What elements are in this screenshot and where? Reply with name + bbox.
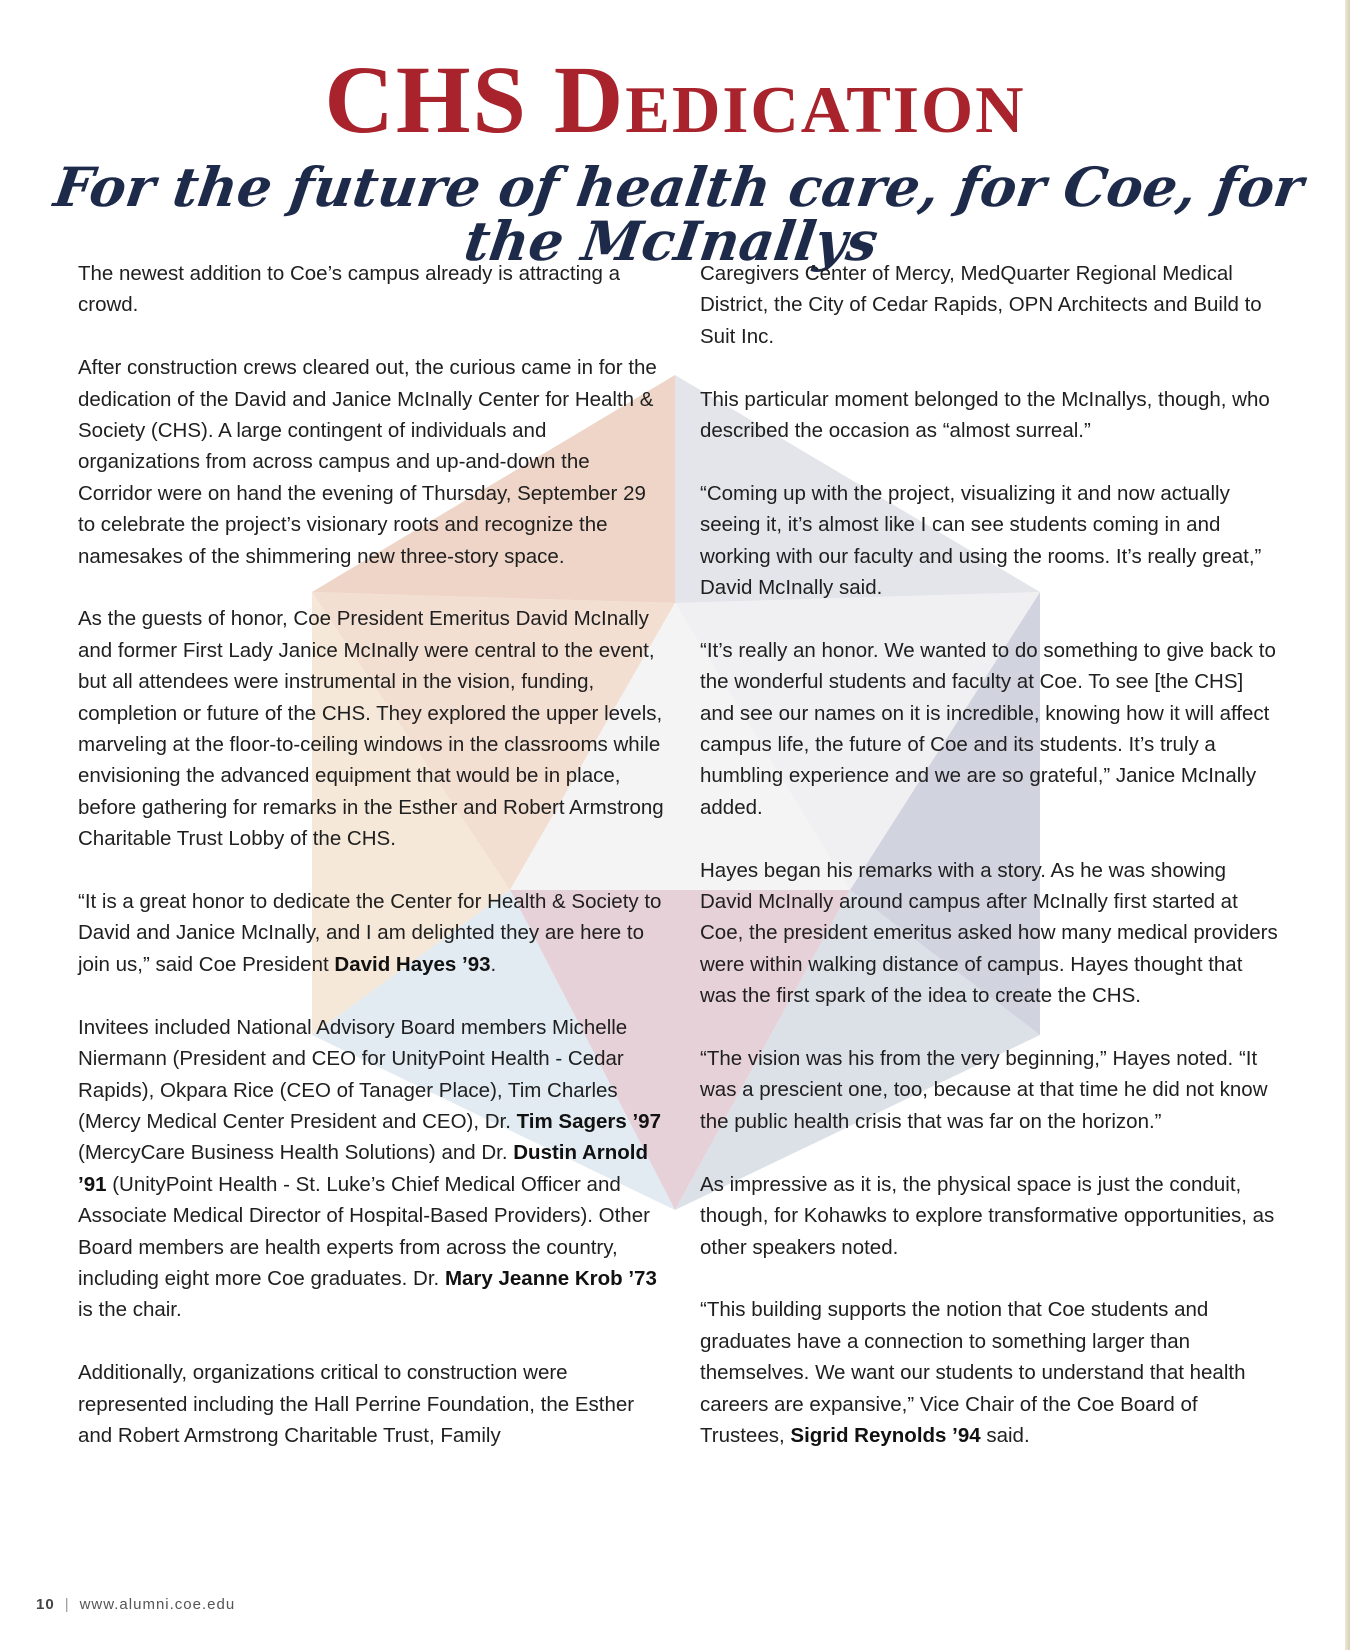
paragraph-text: “It is a great honor to dedicate the Center for Health & Society to David and Janice McInally, and I am delighted they are here to join us,” said Coe President xyxy=(78,890,662,976)
paragraph xyxy=(78,1012,668,1326)
paragraph: Hayes began his remarks with a story. As he was showing David McInally around campus after McInally first started at Coe, the president emeritus asked how many medical providers were within walking distance of campus. Hayes thought that was the first spark of the idea to create the CHS. xyxy=(700,858,1278,1008)
person-name: Dustin Arnold ’91 xyxy=(78,1141,649,1196)
footer-separator: | xyxy=(64,1596,70,1613)
paragraph xyxy=(78,886,668,980)
person-name: Tim Sagers ’97 xyxy=(516,1109,661,1133)
person-name: Mary Jeanne Krob ’73 xyxy=(444,1266,657,1290)
person-name: Sigrid Reynolds ’94 xyxy=(790,1423,981,1447)
page-subtitle: For the future of health care, for Coe, for the McInallys xyxy=(50,155,1308,273)
paragraph: “It’s really an honor. We wanted to do something to give back to the wonderful students and faculty at Coe. To see [the CHS] and see our names on it is incredible, knowing how it will affect campus life, the future of Coe and its students. It’s truly a humbling experience and we are so grateful,” Janice McInally added. xyxy=(700,638,1276,819)
paragraph: As the guests of honor, Coe President Emeritus David McInally and former First Lady Janice McInally were central to the event, but all attendees were instrumental in the vision, funding, completion or future of the CHS. They explored the upper levels, marveling at the floor-to-ceiling windows in the classrooms while envisioning the advanced equipment that would be in place, before gathering for remarks in the Esther and Robert Armstrong Charitable Trust Lobby of the CHS. xyxy=(78,607,664,851)
paragraph-text: (UnityPoint Health - St. Luke’s Chief Medical Officer and Associate Medical Director of Hospital-Based Providers). Other Board members are health experts from across the country, including eight more Coe graduates. Dr. xyxy=(78,1172,650,1290)
paragraph xyxy=(700,1294,1280,1451)
paragraph-text: . xyxy=(490,952,497,976)
page-number: 10 xyxy=(36,1596,55,1613)
paragraph: The newest addition to Coe’s campus already is attracting a crowd. xyxy=(78,262,621,317)
paragraph: After construction crews cleared out, the curious came in for the dedication of the David and Janice McInally Center for Health & Society (CHS). A large contingent of individuals and organizations from across campus and up-and-down the Corridor were on hand the evening of Thursday, September 29 to celebrate the project’s visionary roots and recognize the namesakes of the shimmering new three-story space. xyxy=(78,356,657,568)
footer-url[interactable]: www.alumni.coe.edu xyxy=(79,1596,236,1613)
paragraph-text: “This building supports the notion that Coe students and graduates have a connection to something larger than themselves. We want our students to understand that health careers are expansive,” Vice Chair of the Coe Board of Trustees, xyxy=(700,1298,1246,1447)
paragraph: “Coming up with the project, visualizing it and now actually seeing it, it’s almost like I can see students coming in and working with our faculty and using the rooms. It’s really great,” David McInally said. xyxy=(700,481,1262,600)
paragraph: As impressive as it is, the physical space is just the conduit, though, for Kohawks to explore transformative opportunities, as other speakers noted. xyxy=(700,1172,1275,1259)
paragraph-text: is the chair. xyxy=(78,1298,182,1322)
person-name: David Hayes ’93 xyxy=(334,952,491,976)
page-title: CHS Dedication xyxy=(324,46,1026,153)
paragraph-text: (MercyCare Business Health Solutions) and Dr. xyxy=(78,1141,514,1165)
paragraph-text: said. xyxy=(980,1423,1030,1447)
paragraph: This particular moment belonged to the McInallys, though, who described the occasion as “almost surreal.” xyxy=(700,387,1270,443)
paragraph: Additionally, organizations critical to construction were represented including the Hall Perrine Foundation, the Esther and Robert Armstrong Charitable Trust, Family xyxy=(78,1361,635,1447)
paragraph-text: Invitees included National Advisory Board members Michelle Niermann (President and CEO for UnityPoint Health - Cedar Rapids), Okpara Rice (CEO of Tanager Place), Tim Charles (Mercy Medical Center President and CEO), Dr. xyxy=(78,1015,628,1133)
paragraph: Caregivers Center of Mercy, MedQuarter Regional Medical District, the City of Cedar Rapids, OPN Architects and Build to Suit Inc. xyxy=(700,262,1262,348)
paragraph: “The vision was his from the very beginning,” Hayes noted. “It was a prescient one, too, because at that time he did not know the public health crisis that was far on the horizon.” xyxy=(700,1047,1268,1133)
left-column xyxy=(78,258,668,1483)
right-column xyxy=(700,258,1280,1483)
page-footer xyxy=(36,1596,235,1613)
